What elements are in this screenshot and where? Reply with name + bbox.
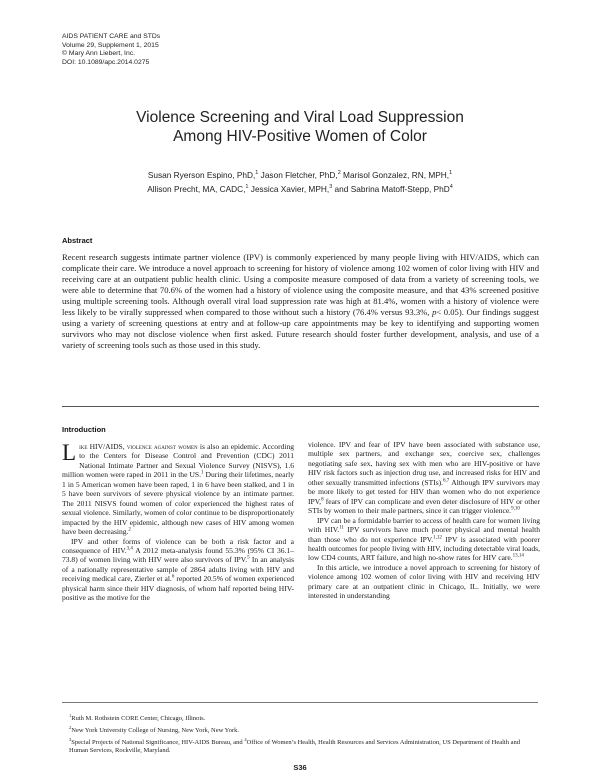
footnote [62,724,539,736]
text-run: During their lifetimes, nearly 1 in 5 American women have been raped, 1 in 6 have been stalked, and 1 in 5 have been survivors of severe physical violence by an intimate partner. The 2011 NISVS found women of color experienced the highest rates of sexual violence. Similarly, women of color continue to be disproportionately impacted by the HIV epidemic, although new cases of HIV among women have been decreasing. [62,470,294,537]
paragraph [308,516,540,563]
footnote [62,712,539,724]
affiliation-mark: 4 [449,184,453,191]
page-number: S36 [293,763,307,772]
drop-cap: L [62,440,77,465]
journal-copyright: © Mary Ann Liebert, Inc. [62,50,136,58]
paragraph [62,537,294,603]
footnote-text: Special Projects of National Significance, HIV-AIDS Bureau, and [71,738,245,746]
paragraph [308,440,540,516]
text-run: Although IPV survivors may be more likely to get tested for HIV than women who do not experience IPV, [308,477,540,506]
affiliation-mark: 1 [255,170,259,176]
text-run: fears of IPV can complicate and even deter disclosure of HIV or other STIs by women to their male partners, since it can trigger violence. [308,496,540,516]
footnote-mark: 1 [69,713,72,718]
citation: 11 [339,525,344,531]
author-name: Marisol Gonzalez, RN, MPH, [340,169,450,180]
abstract-text-part: < 0.05). Our findings suggest using a variety of screening questions at entry and at follow-up care appointments may be key to identifying and supporting women survivors who may not disclose violence when first asked. Future research should foster further development, analysis, and use of a variety of screening tools such as those used in this study. [62,306,539,350]
text-run: IPV survivors have much poorer physical and mental health than those who do not experience IPV. [308,525,540,544]
journal-doi: DOI: 10.1089/apc.2014.0275 [62,58,150,66]
abstract-divider [62,406,539,407]
text-run: In an analysis of a nationally representative sample of 2864 adults living with HIV and receiving medical care, Zierler et al. [62,555,295,584]
author-name: Jessica Xavier, MPH, [248,184,330,195]
text-run: reported 20.5% of women experienced physical harm since their HIV diagnosis, of whom half reported being HIV-positive as the motive for the [62,574,294,603]
footnote-divider [62,702,538,703]
authors-line-1 [60,167,540,181]
affiliation-mark: 2 [337,170,341,176]
author-list [60,167,540,196]
paragraph [62,442,294,537]
affiliation-mark: 1 [245,184,249,191]
citation: 8 [321,497,324,503]
author-name: Jason Fletcher, PhD, [258,169,338,180]
footnote-mark: 3 [69,736,72,742]
footnote-text: New York University College of Nursing, New York, New York. [71,726,239,734]
footnote-text: Office of Women’s Health, Health Resources and Services Administration, US Department of Health and Human Services, Rockville, Maryland. [69,738,520,755]
abstract-text-part: Recent research suggests intimate partner violence (IPV) is commonly experienced by many people living with HIV/AIDS, which can complicate their care. We introduce a novel approach to screening for history of violence among 102 women of color living with HIV and receiving care at an outpatient public health clinic. Using a composite measure composed of data from a variety of screening tools, we were able to determine that 70.6% of the women had a history of violence using the composite measure, and that 43% screened positive using multiple screening tools. Although overall viral load suppression rate was high at 81.4%, women with a history of violence were less likely to be virally suppressed when compared to those without such a history (76.4% versus 93.3%, [62,252,539,317]
text-run: IPV is associated with poorer health outcomes for people living with HIV, including detectable viral loads, low CD4 counts, ART failure, and high no-show rates for HIV care. [308,534,540,563]
footnote-mark: 2 [69,724,72,730]
author-name: and Sabrina Matoff-Stepp, PhD [332,184,450,195]
affiliation-mark: 1 [449,170,453,176]
journal-name: AIDS PATIENT CARE and STDs [62,33,161,40]
author-name: Susan Ryerson Espino, PhD, [147,169,256,180]
citation: 5 [247,555,250,561]
journal-volume: Volume 29, Supplement 1, 2015 [62,41,159,49]
text-run: IPV can be a formidable barrier to access of health care for women living with HIV. [308,515,540,535]
paragraph: In this article, we introduce a novel approach to screening for history of violence among 102 women of color living with HIV and receiving HIV primary care at an outpatient clinic in Chicago, IL. Initially, we were interested in understanding [308,562,540,601]
title-line-2: Among HIV-Positive Women of Color [173,128,427,145]
introduction-heading: Introduction [62,425,106,434]
article-title [60,108,540,146]
affiliation-mark: 3 [329,184,333,191]
abstract-heading: Abstract [62,236,93,245]
authors-line-2 [60,181,540,195]
text-run: violence. IPV and fear of IPV have been associated with substance use, multiple sex partners, and exchange sex, coercive sex, challenges negotiating safe sex, having sex with men who are HIV-positive or have HIV risk factors such as injection drug use, and increased risks for HIV and other sexually transmitted infections (STIs). [308,440,540,487]
text-run: A 2012 meta-analysis found 55.3% (95% CI 36.1–73.8) of women living with HIV were also survivors of IPV. [62,545,294,565]
text-run: IPV and other forms of violence can be both a risk factor and a consequence of HIV. [62,536,294,555]
text-run: is also an epidemic. According to the Centers for Disease Control and Prevention (CDC) 2011 National Intimate Partner and Sexual Violence Survey (NISVS), 1.6 million women were raped in 2011 in the US. [62,442,295,480]
lead-in: ike HIV/AIDS, violence against women [79,442,198,451]
title-line-1: Violence Screening and Viral Load Suppression [136,109,464,126]
footnote [62,736,539,756]
body-column-right [308,440,540,601]
abstract-body [62,252,539,351]
citation: 13,14 [512,553,524,559]
affiliation-footnotes [62,712,539,756]
author-name: Allison Precht, MA, CADC, [147,184,246,195]
footnote-text: Ruth M. Rothstein CORE Center, Chicago, Illinois. [71,715,206,723]
citation: 2 [128,527,131,533]
journal-header [62,33,160,67]
citation: 3,4 [126,546,133,552]
abstract-p-italic: p [432,306,437,317]
citation: 9,10 [511,506,520,512]
citation: 6 [171,574,175,580]
citation: 6,7 [443,478,450,484]
footnote-mark: 4 [244,736,247,742]
citation: 1 [201,470,204,476]
citation: 1,12 [433,535,442,541]
body-column-left [62,442,294,603]
